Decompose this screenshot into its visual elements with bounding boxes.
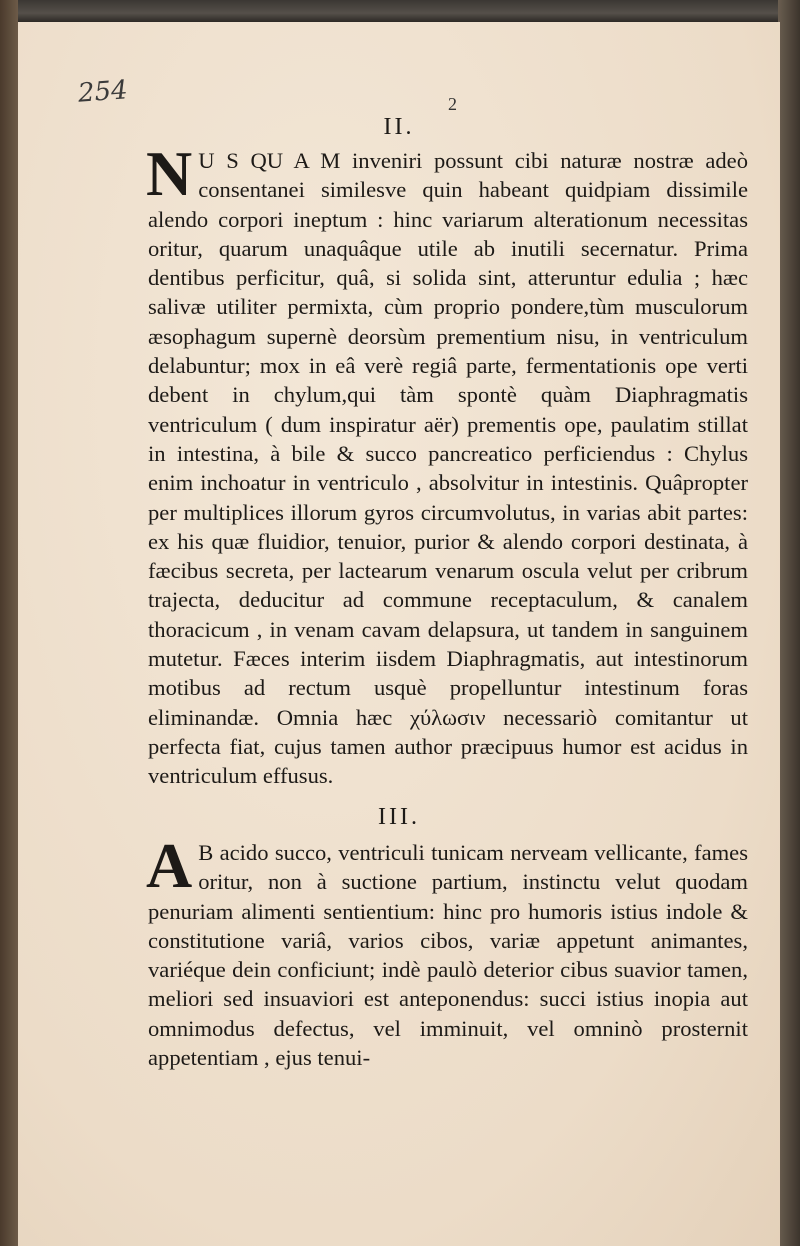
section-2-paragraph xyxy=(146,138,748,791)
book-right-edge xyxy=(778,0,800,1246)
section-2-lead: U S QU A M xyxy=(198,148,341,173)
printed-small-number: 2 xyxy=(448,94,457,114)
book-left-edge xyxy=(0,0,18,1246)
section-3-dropcap: A xyxy=(146,830,193,901)
section-3-text: B acido succo, ventriculi tunicam nerveam vellicante, fames oritur, non à suctione partium, instinctu velut quodam penuriam alimenti sentientium: hinc pro humoris istius indole & constitutione variâ, varios cibos, variæ appetunt animantes, variéque dein conficiunt; indè paulò deterior cibus suavior tamen, meliori sed insuaviori est anteponendus: succi istius inopia aut omnimodus defectus, vel imminuit, vel omninò prosternit appetentiam , ejus tenui- xyxy=(148,840,748,1071)
handwritten-page-number: 254 xyxy=(77,75,129,109)
section-2-text: inveniri possunt cibi naturæ nostræ adeò consentanei similesve quin habeant quidpiam dissimile alendo corpori ineptum : hinc variarum alterationum necessitas oritur, quarum unaquâque utile ab inutili secernatur. Prima dentibus perficitur, quâ, si solida sint, atteruntur edulia ; hæc salivæ utiliter permixta, cùm proprio pondere,tùm musculorum æsophagum supernè deorsùm prementium nisu, in ventriculum delabuntur; mox in eâ verè regiâ parte, fermentationis ope verti debent in chylum,qui tàm spontè quàm Diaphragmatis ventriculum ( dum inspiratur aër) prementis ope, paulatim stillat in intestina, à bile & succo pancreatico perficiendus : Chylus enim inchoatur in ventriculo , absolvitur in intestinis. Quâpropter per multiplices illorum gyros circumvolutus, in varias abit partes: ex his quæ fluidior, tenuior, purior & alendo corpori destinata, à fæcibus secreta, per lactearum venarum oscula velut per cribrum trajecta, deducitur ad commune receptaculum, & canalem thoracicum , in venam cavam delapsura, ut tandem in sanguinem mutetur. Fæces interim iisdem Diaphragmatis, aut intestinorum motibus ad rectum usquè propelluntur intestinum foras eliminandæ. Omnia hæc χύλωσιν necessariò comitantur ut perfecta fiat, cujus tamen author præcipuus humor est acidus in ventriculum effusus. xyxy=(148,148,748,789)
book-top-edge xyxy=(0,0,800,22)
section-heading-3: III. xyxy=(378,804,420,830)
book-page xyxy=(18,22,780,1246)
section-2-dropcap: N xyxy=(146,138,193,209)
section-3-paragraph xyxy=(146,830,748,1072)
section-heading-2: II. xyxy=(383,114,415,140)
